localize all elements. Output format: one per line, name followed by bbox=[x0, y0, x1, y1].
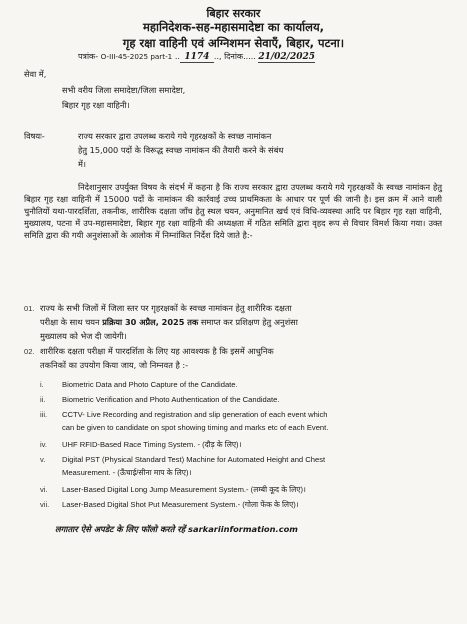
point-1-text-b: परीक्षा के साथ चयन bbox=[40, 317, 103, 327]
department-heading: गृह रक्षा वाहिनी एवं अग्निशमन सेवाएँ, बिहार, पटना। bbox=[122, 36, 345, 50]
subject-label: विषयः- bbox=[24, 131, 45, 141]
letter-date: 21/02/2025 bbox=[258, 52, 315, 62]
point-2-number: 02. bbox=[24, 347, 35, 356]
list-item-1-text: Biometric Data and Photo Capture of the Candidate. bbox=[62, 380, 238, 389]
list-item-5-number: v. bbox=[40, 455, 46, 464]
point-2-line-b: तकनिकों का उपयोग किया जाय, जो निम्नवत है :- bbox=[40, 360, 189, 370]
list-item-2-number: ii. bbox=[40, 395, 46, 404]
subject-line-2: हेतु 15,000 पदों के विरूद्ध स्वच्छ नामांकन की तैयारी करने के संबंध bbox=[78, 145, 284, 155]
list-item-6-text: Laser-Based Digital Long Jump Measurement System.- (लम्बी कूद के लिए)। bbox=[62, 485, 306, 494]
promo-footer: लगातार ऐसे अपडेट के लिए फॉलो करते रहें sarkariinformation.com bbox=[55, 524, 298, 534]
point-1-line-a: राज्य के सभी जिलों में जिला स्तर पर गृहरक्षकों के स्वच्छ नामांकन हेतु शारीरिक दक्षता bbox=[40, 303, 292, 313]
salutation: सेवा में, bbox=[24, 69, 47, 79]
list-item-6-number: vi. bbox=[40, 485, 48, 494]
list-item-3-number: iii. bbox=[40, 410, 48, 419]
list-item-3-text-cont: can be given to candidate on spot showing timing and marks etc of each Event. bbox=[62, 423, 329, 432]
subject-line-1: राज्य सरकार द्वारा उपलब्ध कराये गये गृहरक्षकों के स्वच्छ नामांकन bbox=[78, 131, 272, 141]
subject-line-3: में। bbox=[78, 159, 86, 169]
recipient-line-1: सभी वरीय जिला समादेष्टा/जिला समादेष्टा, bbox=[62, 85, 186, 95]
point-1-line-b bbox=[40, 316, 298, 328]
point-2-line-a: शारीरिक दक्षता परीक्षा में पारदर्शिता के लिए यह आवश्यक है कि इसमें आधुनिक bbox=[40, 346, 274, 356]
list-item-7-number: vii. bbox=[40, 500, 50, 509]
list-item-5-text-cont: Measurement. - (ऊँचाई/सीना माप के लिए)। bbox=[62, 468, 192, 477]
letter-ref-code: O-III-45-2025 part-1 bbox=[100, 52, 173, 61]
point-1-line-d: मुख्यालय को भेज दी जायेगी। bbox=[40, 331, 127, 341]
point-1-deadline: प्रक्रिया 30 अप्रैल, 2025 तक bbox=[102, 317, 199, 327]
point-1-text-c: समाप्त कर प्रशिक्षण हेतु अनुशंसा bbox=[198, 317, 298, 327]
list-item-7-text: Laser-Based Digital Shot Put Measurement System.- (गोला फेंक के लिए)। bbox=[62, 500, 299, 509]
letter-reference-line: पत्रांक- O-III-45-2025 part-1 .. 1174 .., दिनांक..... 21/02/2025 bbox=[78, 52, 315, 62]
list-item-5-text: Digital PST (Physical Standard Test) Machine for Automated Height and Chest bbox=[62, 455, 326, 464]
list-item-2-text: Biometric Verification and Photo Authentication of the Candidate. bbox=[62, 395, 280, 404]
list-item-4-number: iv. bbox=[40, 440, 48, 449]
office-heading: महानिदेशक-सह-महासमादेष्टा का कार्यालय, bbox=[142, 20, 324, 34]
letter-number: 1174 bbox=[180, 52, 214, 63]
list-item-4-text: UHF RFID-Based Race Timing System. - (दौड़ के लिए)। bbox=[62, 440, 242, 449]
date-label: दिनांक bbox=[224, 52, 244, 61]
body-paragraph: निदेशानुसार उपर्युक्त विषय के संदर्भ में कहना है कि राज्य सरकार द्वारा उपलब्ध कराये गये गृहरक्षकों के स्वच्छ नामांकन हेतु बिहार गृह रक्षा वाहिनी में 15000 पदों के नामांकन की कार्रवाई उच्च प्राथमिकता के आधार पर पूर्ण की जानी है। इस क्रम में आने वाली चुनौतियों यथा-पारदर्शिता, तकनीक, शारीरिक दक्षता जाँच हेतु स्थल चयन, अनुमानित खर्च एवं विधि-व्यवस्था आदि पर बिहार गृह रक्षा वाहिनी, मुख्यालय, पटना में उप-महासमादेष्टा, बिहार गृह रक्षा वाहिनी की अध्यक्षता में गठित समिति द्वारा वृहद रूप से विचार विमर्श किया गया। उक्त समिति द्वारा की गयी अनुशंसाओं के आलोक में निम्नांकित निर्देश दिये जाते है:- bbox=[24, 182, 442, 240]
point-1-number: 01. bbox=[24, 304, 35, 313]
list-item-3-text: CCTV- Live Recording and registration and slip generation of each event which bbox=[62, 410, 328, 419]
list-item-1-number: i. bbox=[40, 380, 44, 389]
letter-prefix: पत्रांक bbox=[78, 52, 96, 61]
government-heading: बिहार सरकार bbox=[206, 7, 261, 20]
recipient-line-2: बिहार गृह रक्षा वाहिनी। bbox=[62, 100, 130, 110]
